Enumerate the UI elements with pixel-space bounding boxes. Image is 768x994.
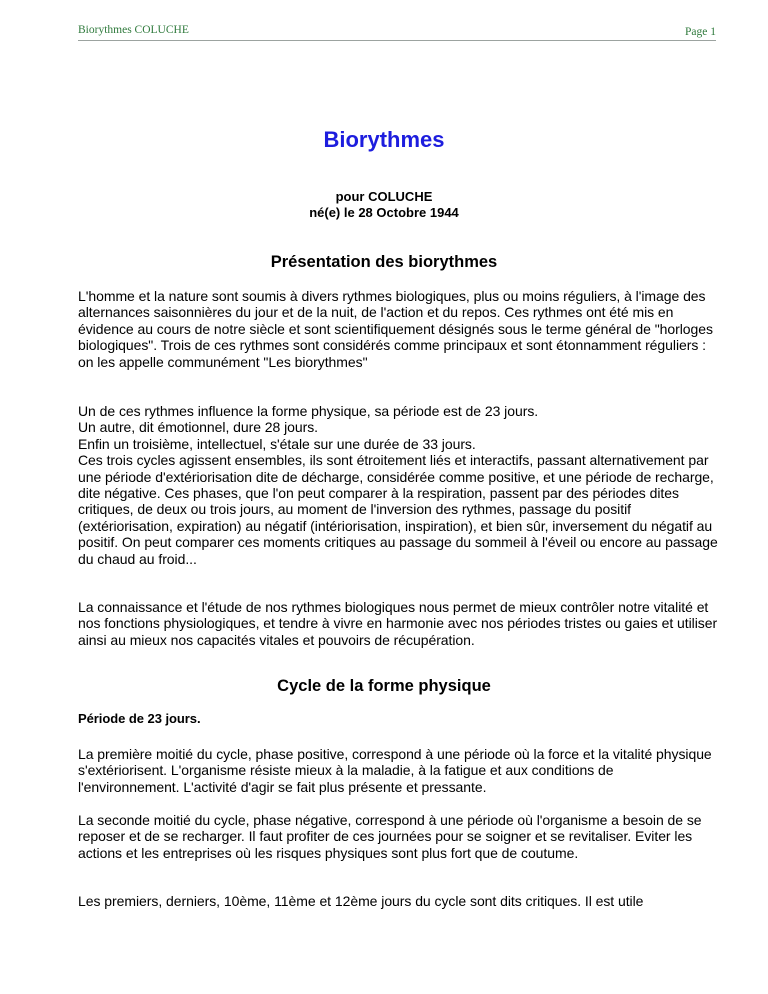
section-heading-presentation: Présentation des biorythmes bbox=[270, 253, 498, 271]
paragraph-knowledge: La connaissance et l'étude de nos rythmes biologiques nous permet de mieux contrôler notre vitalité et nos fonctions physiologiques, et tendre à vivre en harmonie avec nos périodes tristes ou gaies et utiliser ainsi au mieux nos capacités vitales et pouvoirs de récupération. bbox=[78, 599, 718, 648]
paragraph-cycles-body: Ces trois cycles agissent ensembles, ils sont étroitement liés et interactifs, passant alternativement par une période d'extériorisation dite de décharge, considérée comme positive, et une période de recharge, dite négative. Ces phases, que l'on peut comparer à la respiration, passent par des périodes dites critiques, de deux ou trois jours, au moment de l'inversion des rythmes, passage du positif (extériorisation, expiration) au négatif (intériorisation, inspiration), et bien sûr, inversement du négatif au positif. On peut comparer ces moments critiques au passage du sommeil à l'éveil ou encore au passage du chaud au froid... bbox=[78, 452, 718, 567]
paragraph-critical-days: Les premiers, derniers, 10ème, 11ème et 12ème jours du cycle sont dits critiques. Il est utile bbox=[78, 893, 644, 909]
paragraph-cycles-line-emotional: Un autre, dit émotionnel, dure 28 jours. bbox=[78, 419, 319, 436]
paragraph-cycles bbox=[78, 403, 718, 567]
subtitle-name: pour COLUCHE bbox=[335, 189, 433, 204]
subtitle-birthdate: né(e) le 28 Octobre 1944 bbox=[309, 205, 459, 220]
header-document-title: Biorythmes COLUCHE bbox=[78, 24, 189, 36]
page-header bbox=[78, 24, 716, 41]
paragraph-positive-phase: La première moitié du cycle, phase positive, correspond à une période où la force et la vitalité physique s'extériorisent. L'organisme résiste mieux à la maladie, à la fatigue et aux conditions de l'environnement. L'activité d'agir se fait plus présente et pressante. bbox=[78, 746, 712, 795]
paragraph-intro: L'homme et la nature sont soumis à divers rythmes biologiques, plus ou moins réguliers, à l'image des alternances saisonnières du jour et de la nuit, de l'action et du repos. Ces rythmes ont été mis en évidence au cours de notre siècle et sont scientifiquement désignés sous le terme général de "horloges biologiques". Trois de ces rythmes sont considérés comme principaux et sont étonnamment réguliers : on les appelle communément "Les biorythmes" bbox=[78, 288, 713, 370]
paragraph-negative-phase: La seconde moitié du cycle, phase négative, correspond à une période où l'organisme a besoin de se reposer et de se recharger. Il faut profiter de ces journées pour se soigner et se revitaliser. Eviter les actions et les entreprises où les risques physiques sont plus fort que de coutume. bbox=[78, 812, 702, 861]
header-page-number: Page 1 bbox=[685, 26, 716, 38]
section-heading-physical-cycle: Cycle de la forme physique bbox=[277, 677, 491, 695]
page-title: Biorythmes bbox=[323, 127, 445, 152]
period-label: Période de 23 jours. bbox=[78, 711, 201, 726]
paragraph-cycles-line-physical: Un de ces rythmes influence la forme physique, sa période est de 23 jours. bbox=[78, 403, 539, 419]
paragraph-cycles-line-intellectual: Enfin un troisième, intellectuel, s'étale sur une durée de 33 jours. bbox=[78, 435, 476, 452]
